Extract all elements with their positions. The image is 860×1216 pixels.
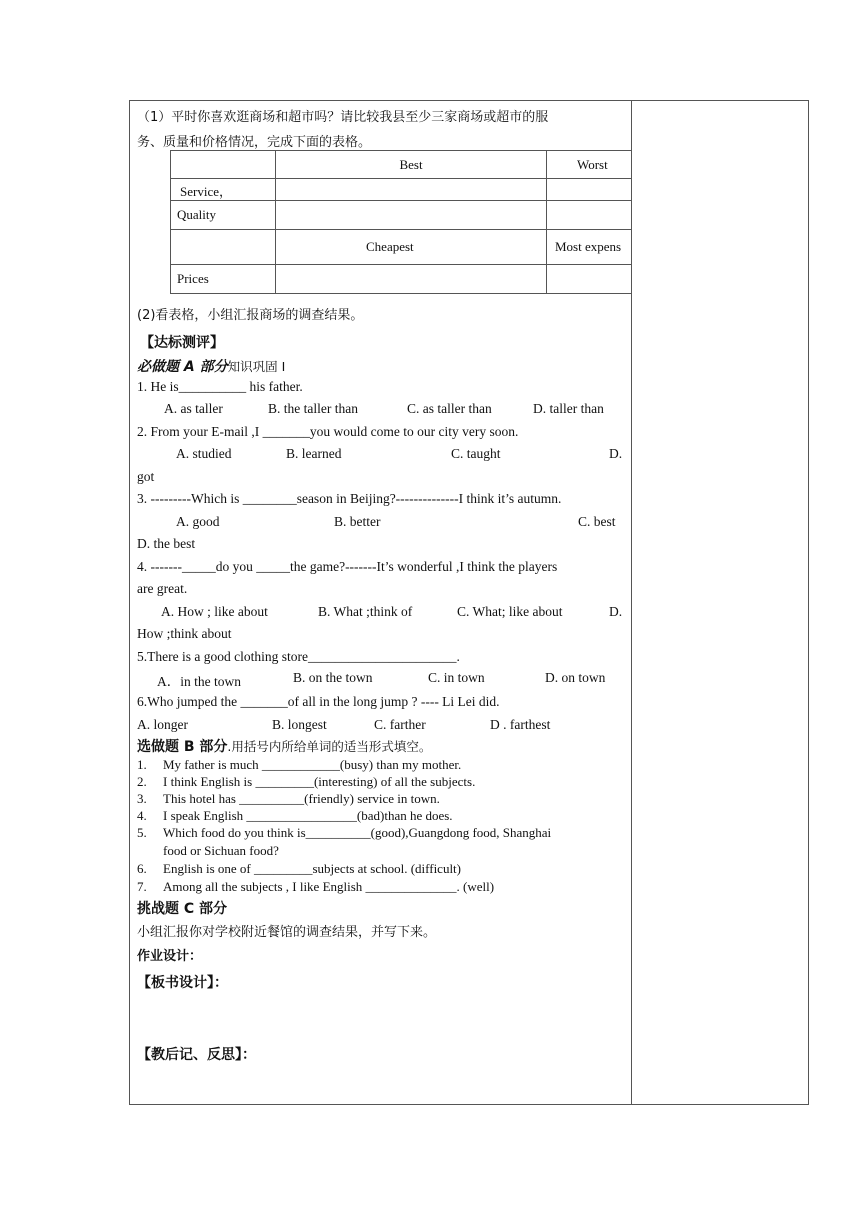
q5-option-d: D. on town [545,670,606,685]
section-b-instruction: .用括号内所给单词的适当形式填空。 [227,739,432,754]
q6-option-a: A. longer [137,717,188,732]
question-3: 3. ---------Which is ________season in Beijing?--------------I think it’s autumn. [137,491,562,506]
question-2: 2. From your E-mail ,I _______you would come to our city very soon. [137,424,519,439]
q4-option-d: D. [609,604,623,619]
question-4-line1: 4. -------_____do you _____the game?-------It’s wonderful ,I think the players [137,559,558,574]
q6-option-c: C. farther [374,717,426,732]
q1-option-c: C. as taller than [407,401,492,416]
q3-option-d: D. the best [137,536,196,551]
table-cell [547,201,632,230]
q5-option-b: B. on the town [293,670,373,685]
activity1-line2: 务、质量和价格情况，完成下面的表格。 [137,135,372,150]
table-cell [547,265,632,294]
q1-option-b: B. the taller than [268,401,358,416]
q4-option-c: C. What; like about [457,604,563,619]
table-header-cheapest: Cheapest [276,230,547,265]
table-header-most-expensive: Most expens [547,230,632,265]
question-6: 6.Who jumped the _______of all in the long jump ? ---- Li Lei did. [137,694,500,709]
board-design-label: 【板书设计】： [137,975,228,991]
survey-table [170,150,631,294]
q4-option-a: A. How ; like about [161,604,268,619]
assessment-title: 【达标测评】 [140,335,224,351]
q5-option-c: C. in town [428,670,485,685]
table-cell [276,201,547,230]
activity2-text: (2)看表格，小组汇报商场的调查结果。 [137,308,364,323]
table-cell [171,230,276,265]
table-row-quality: Quality [171,201,276,230]
table-cell [276,265,547,294]
table-header-worst: Worst [547,151,632,179]
section-b-title: 选做题 B 部分 [137,739,228,755]
homework-label: 作业设计： [137,949,203,964]
column-divider [631,100,632,1105]
q4-option-b: B. What ;think of [318,604,413,619]
table-cell [276,179,547,201]
table-cell [547,179,632,201]
q6-option-b: B. longest [272,717,327,732]
question-4-line2: are great. [137,581,188,596]
table-row-service: Service， [171,179,276,201]
table-cell [171,151,276,179]
q5-option-a: A．in the town [157,674,241,689]
table-header-best: Best [276,151,547,179]
question-1: 1. He is__________ his father. [137,379,303,394]
q3-option-c: C. best [578,514,616,529]
q2-option-b: B. learned [286,446,342,461]
q2-option-a: A. studied [176,446,232,461]
q2-option-d-text: got [137,469,155,484]
q3-option-b: B. better [334,514,381,529]
section-a-heading [137,356,285,376]
question-5: 5.There is a good clothing store______________________. [137,649,460,664]
q2-option-c: C. taught [451,446,501,461]
section-a-title: 必做题 A 部分 [137,359,228,375]
q1-option-a: A. as taller [164,401,223,416]
q2-option-d: D. [609,446,623,461]
activity1-line1: （1）平时你喜欢逛商场和超市吗？请比较我县至少三家商场或超市的服 [137,110,549,125]
table-row-prices: Prices [171,265,276,294]
section-b-heading [137,736,431,756]
section-c-task: 小组汇报你对学校附近餐馆的调查结果，并写下来。 [137,925,437,940]
reflection-label: 【教后记、反思】： [137,1047,256,1063]
section-c-title: 挑战题 C 部分 [137,901,228,917]
section-a-subtitle: 知识巩固 I [227,359,286,374]
q6-option-d: D . farthest [490,717,551,732]
q1-option-d: D. taller than [533,401,604,416]
q3-option-a: A. good [176,514,220,529]
q4-option-d-text: How ;think about [137,626,232,641]
